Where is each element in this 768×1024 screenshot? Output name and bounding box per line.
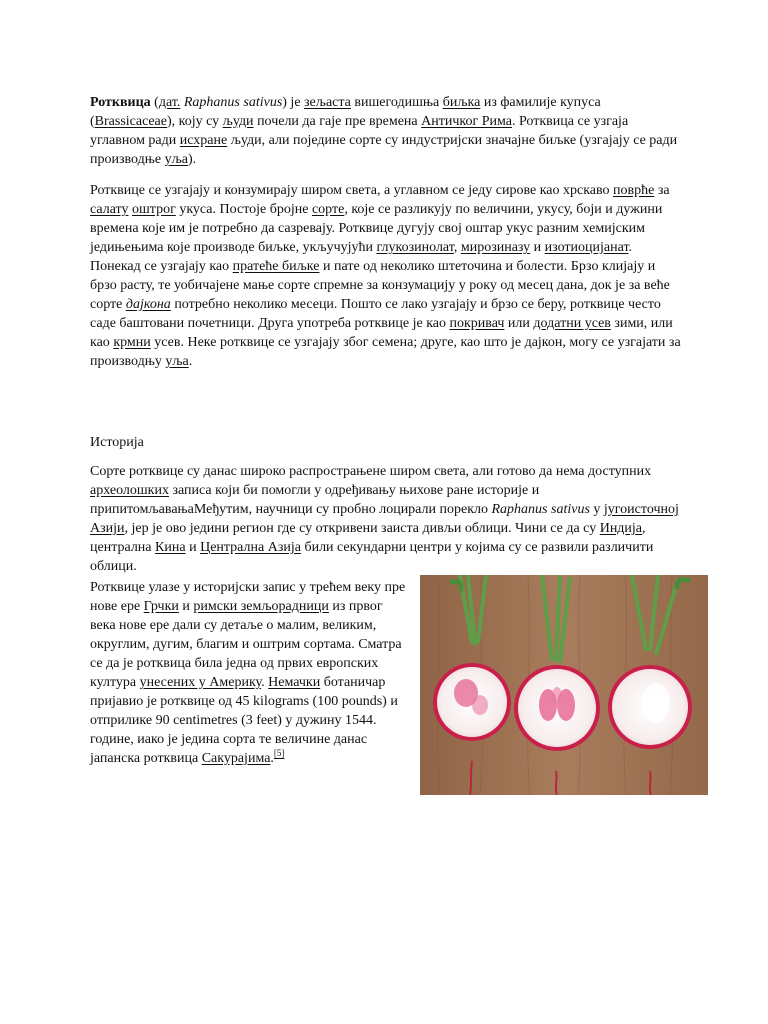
text-run: укуса. Постоје бројне xyxy=(175,202,312,217)
link-salatu[interactable]: салату xyxy=(90,202,129,217)
link-unesenih-u-ameriku[interactable]: унесених у Америку xyxy=(139,675,262,690)
link-brassicaceae[interactable]: Brassicaceae xyxy=(94,114,167,129)
paragraph-intro xyxy=(90,93,682,169)
text-run: потребно неколико месеци. Пошто се лако узгајају и брзо се беру, ротквице често саде баштовани почетници. Друга употреба ротквице је као xyxy=(90,297,661,331)
reference-link-text[interactable]: [5] xyxy=(273,748,285,758)
reference-link[interactable] xyxy=(274,748,285,758)
text-run: ). xyxy=(188,152,197,167)
text-run: . Ротквица се узгаја углавном ради xyxy=(90,114,629,148)
link-nemacki[interactable]: Немачки xyxy=(268,675,321,690)
link-anticki-rim[interactable]: Античког Рима xyxy=(421,114,512,129)
text-run: и xyxy=(185,540,201,555)
text-run: записа који би помогли у одређивању њихове ране историје и припитомљавањаМеђутим, научници су пробно лоцирали порекло xyxy=(90,483,540,517)
link-kina[interactable]: Кина xyxy=(155,540,186,555)
paragraph-history-europe xyxy=(90,578,408,768)
link-dodatni-usev[interactable]: додатни усев xyxy=(533,316,611,331)
section-heading-history: Историја xyxy=(90,435,144,450)
text-run: , централна xyxy=(90,521,646,555)
link-mirozinazu[interactable]: мирозиназу xyxy=(460,240,531,255)
link-zeljasta[interactable]: зељаста xyxy=(304,95,351,110)
text-run: ботаничар пријавио је ротквице од 45 kilograms (100 pounds) и отприлике 90 centimetres (3 feet) у дужину 1544. године, иако је једина сорта те величине данас јапанска ротквица xyxy=(90,675,398,766)
link-ostrog[interactable]: оштрог xyxy=(132,202,176,217)
text-run: били секундарни центри у којима су се развили различити облици. xyxy=(90,540,654,574)
link-ulja[interactable]: уља xyxy=(164,152,188,167)
text-run: из првог века нове ере дали су детаље о малим, великим, округлим, дугим, благим и оштрим сортама. Сматра се да је ротквица била једна од првих европских култура xyxy=(90,599,402,690)
link-sorte[interactable]: сорте xyxy=(311,202,345,217)
text-run: . xyxy=(261,675,269,690)
link-ljudi[interactable]: људи xyxy=(222,114,254,129)
text-run: усев. Неке ротквице се узгајају због семена; друге, као што је дајкон, могу се узгајати за производњу xyxy=(90,335,681,369)
link-sakurajima[interactable]: Сакурајима xyxy=(201,751,271,766)
text-run: . xyxy=(188,354,193,369)
link-grcki[interactable]: Грчки xyxy=(143,599,179,614)
text-run: вишегодишња xyxy=(350,95,443,110)
link-glukozinolat[interactable]: глукозинолат xyxy=(376,240,454,255)
text-run: из фамилије купуса ( xyxy=(90,95,601,129)
text-run: ) је xyxy=(282,95,305,110)
paragraph-cultivation xyxy=(90,181,682,371)
text-run: или xyxy=(504,316,534,331)
link-pratece-biljke[interactable]: пратеће биљке xyxy=(232,259,320,274)
text-run: и xyxy=(530,240,545,255)
link-biljka[interactable]: биљка xyxy=(442,95,481,110)
text-run: , које се разликују по величини, укусу, боји и дужини времена које им је потребно да сазревају. Ротквице дугују свој оштар укус разним хемијским једињењима које производе биљке, укључујући xyxy=(90,202,663,255)
text-run: Сорте ротквице су данас широко распрострањене широм света, али готово да нема доступних xyxy=(90,464,652,479)
link-ishrane[interactable]: исхране xyxy=(179,133,228,148)
text-run: . xyxy=(270,751,274,766)
text-run: , јер је ово једини регион где су откривени заиста дивљи облици. Чини се да су xyxy=(124,521,600,536)
link-povrce[interactable]: поврће xyxy=(613,183,655,198)
link-ulja-2[interactable]: уља xyxy=(165,354,189,369)
text-run: Ротквице се узгајају и конзумирају широм света, а углавном се једу сирове као хрскаво xyxy=(90,183,614,198)
link-rimski-zemljoradnici[interactable]: римски земљорадници xyxy=(193,599,329,614)
link-dajkona[interactable] xyxy=(126,297,171,312)
text-run: у xyxy=(589,502,604,517)
text-run: почели да гаје пре времена xyxy=(253,114,422,129)
link-dat[interactable]: дат. xyxy=(158,95,181,110)
text-run: ), коју су xyxy=(166,114,223,129)
link-pokrivac[interactable]: покривач xyxy=(449,316,505,331)
text-run: Ротквице улазе у историјски запис у трећем веку пре нове ере xyxy=(90,580,406,614)
text-run: људи, али поједине сорте су индустријски значајне биљке (узгајају се ради производње xyxy=(90,133,678,167)
latin-name: Raphanus sativus xyxy=(183,95,283,110)
text-run: за xyxy=(654,183,670,198)
link-indija[interactable]: Индија xyxy=(599,521,643,536)
paragraph-history-origin xyxy=(90,462,682,576)
link-arheoloskih[interactable]: археолошких xyxy=(90,483,169,498)
text-run: ( xyxy=(150,95,159,110)
text-run: . Понекад се узгајају као xyxy=(90,240,633,274)
link-izotiocijanat[interactable]: изотиоцијанат xyxy=(544,240,629,255)
latin-name-2: Raphanus sativus xyxy=(491,502,590,517)
radish-photo xyxy=(420,575,708,795)
text-run: зими, или као xyxy=(90,316,673,350)
article-title: Ротквица xyxy=(90,95,151,110)
link-jugoistocna-azija[interactable]: југоисточној Азији xyxy=(90,502,679,536)
text-run: , xyxy=(453,240,461,255)
text-run: и xyxy=(178,599,194,614)
link-dajkona-text[interactable]: дајкона xyxy=(125,297,171,312)
link-krmni[interactable]: крмни xyxy=(113,335,151,350)
text-run: и пате од неколико штеточина и болести. Брзо клијају и брзо расту, те уобичајене мање сорте спремне за конзумацију у року од месец дана, док је за веће сорте xyxy=(90,259,670,312)
link-centralna-azija[interactable]: Централна Азија xyxy=(200,540,301,555)
